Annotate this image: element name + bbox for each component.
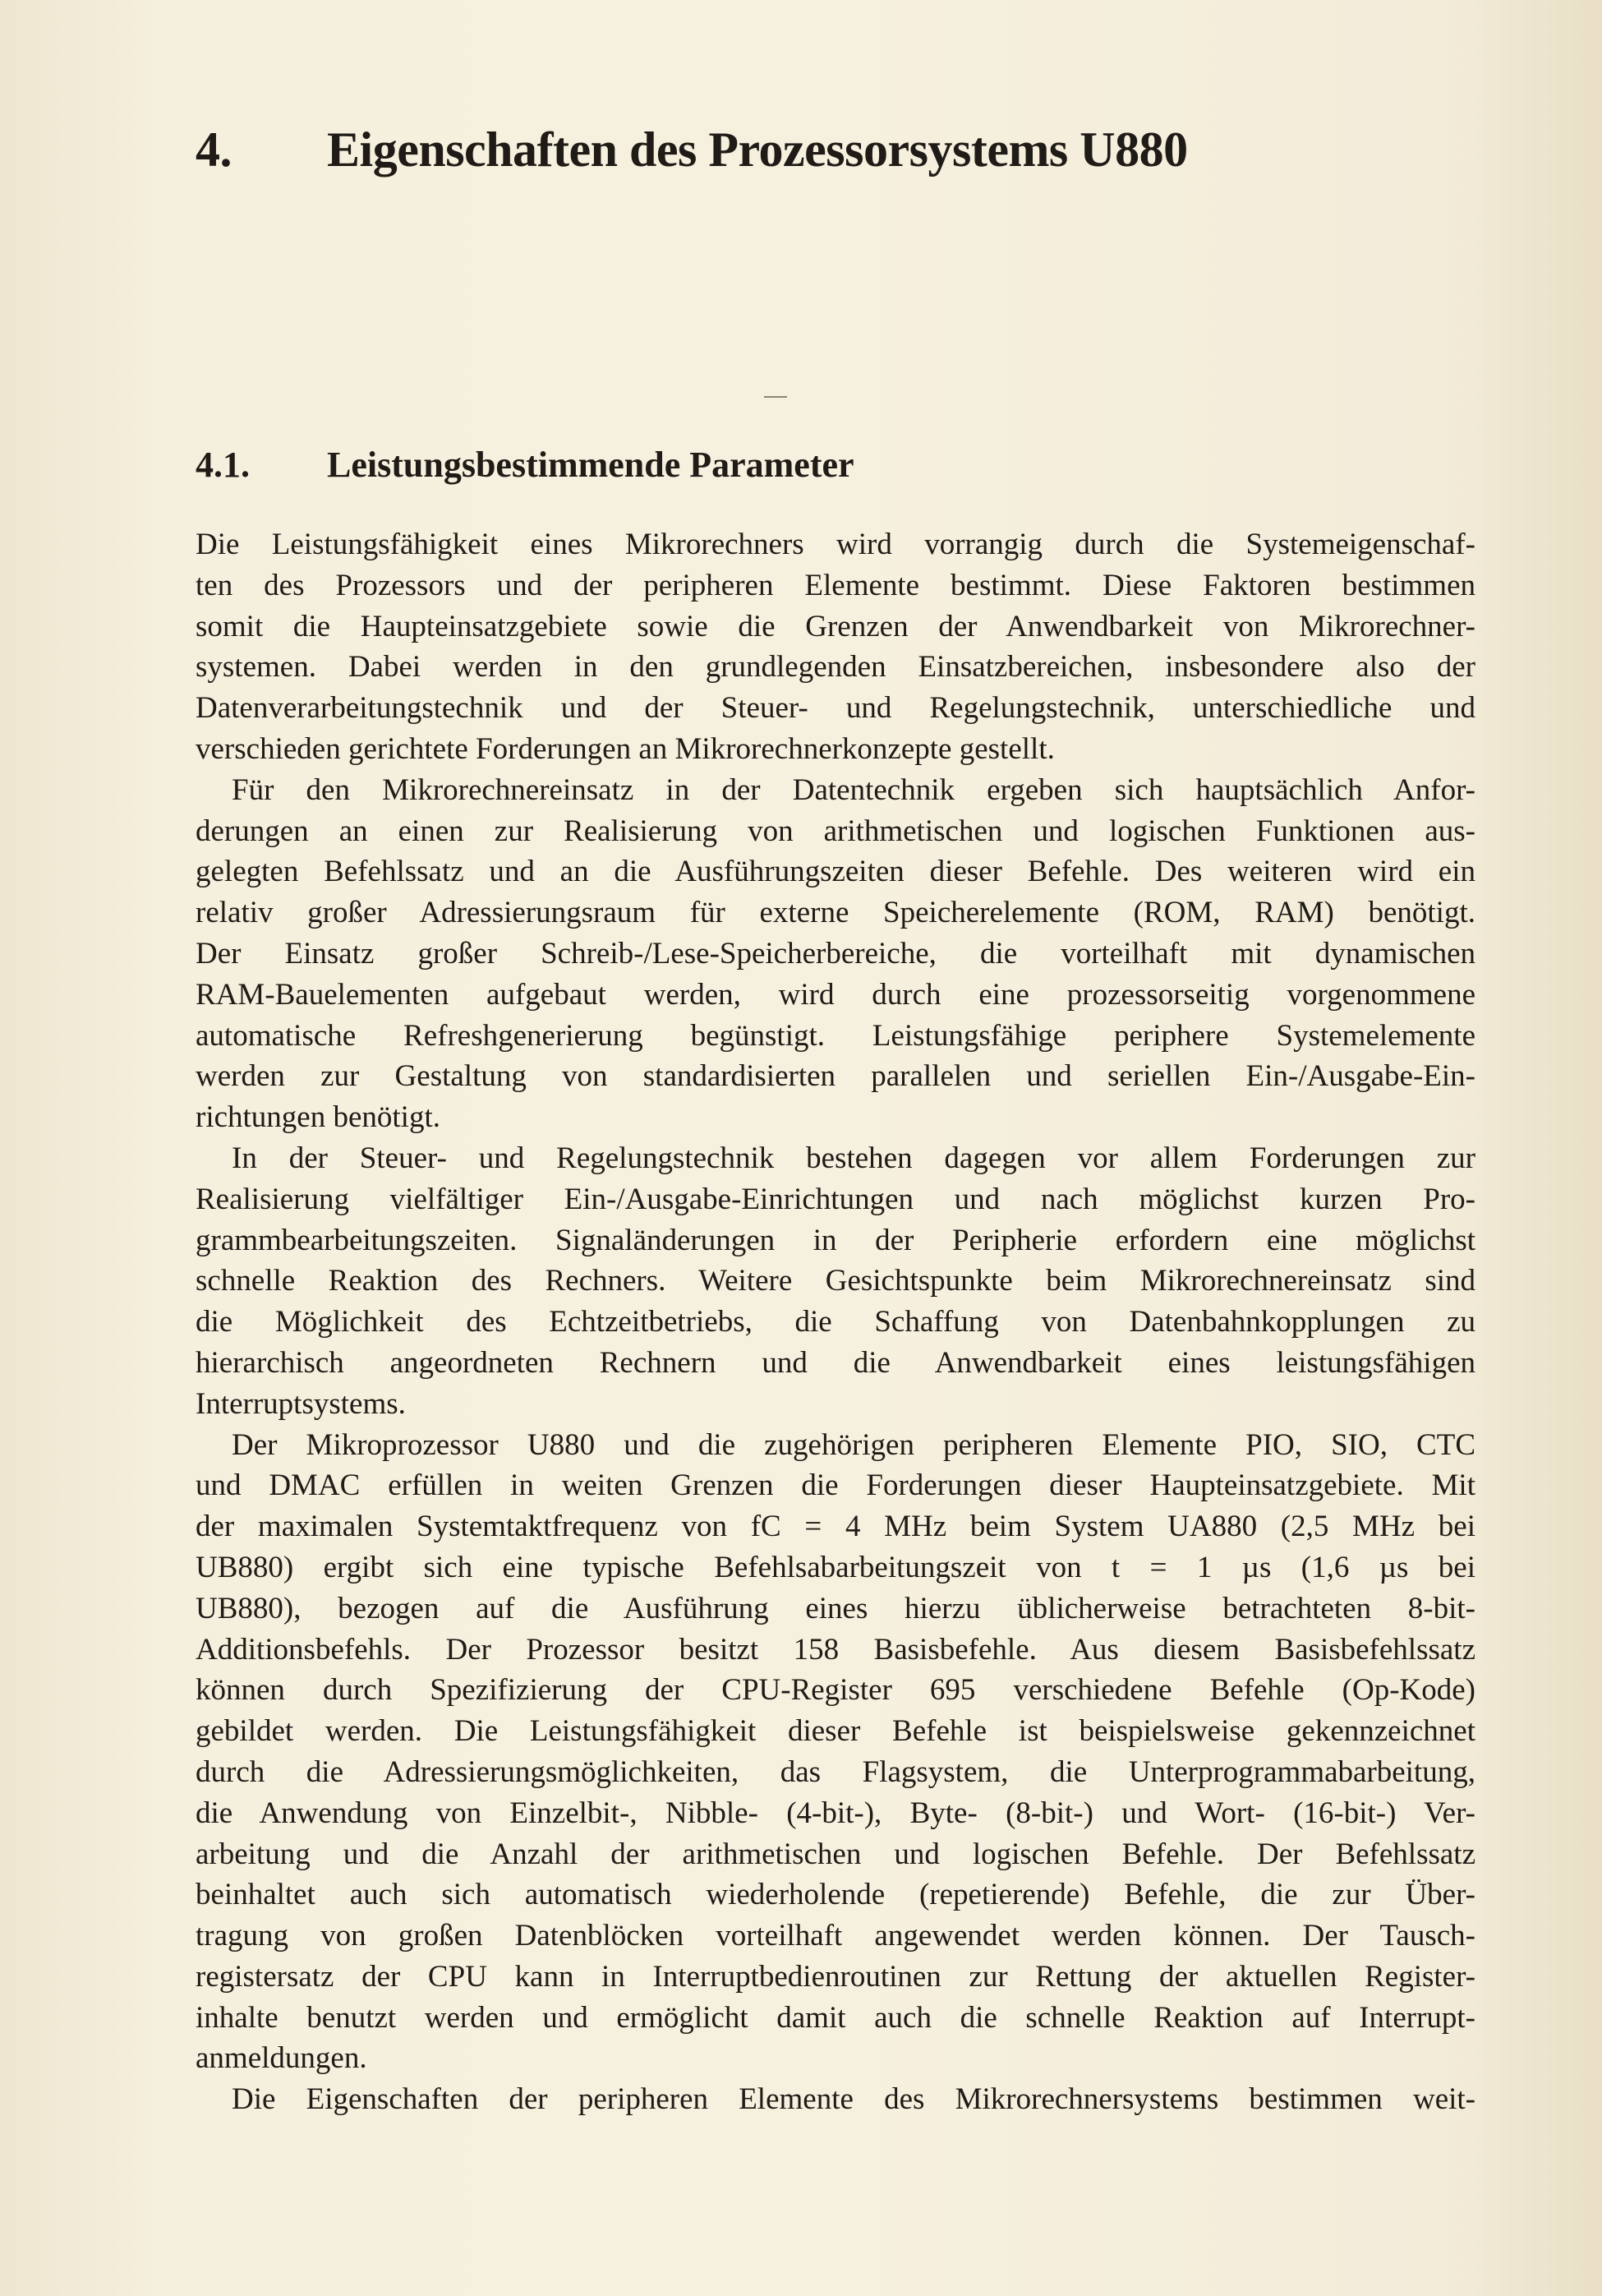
text-line: gebildet werden. Die Leistungsfähigkeit dieser Befehle ist beispielsweise gekennzeichnet — [196, 1714, 1475, 1749]
text-line: Der Mikroprozessor U880 und die zugehörigen peripheren Elemente PIO, SIO, CTC — [232, 1427, 1475, 1462]
text-line: UB880), bezogen auf die Ausführung eines hierzu üblicherweise betrachteten 8-bit- — [196, 1591, 1475, 1625]
text-line: In der Steuer- und Regelungstechnik bestehen dagegen vor allem Forderungen zur — [232, 1141, 1475, 1175]
text-line: richtungen benötigt. — [196, 1100, 440, 1135]
text-line: somit die Haupteinsatzgebiete sowie die Grenzen der Anwendbarkeit von Mikrorechner- — [196, 609, 1475, 643]
text-line: Der Einsatz großer Schreib-/Lese-Speicherbereiche, die vorteilhaft mit dynamischen — [196, 936, 1475, 970]
stray-dash-mark — [764, 396, 787, 398]
text-line: ten des Prozessors und der peripheren Elemente bestimmt. Diese Faktoren bestimmen — [196, 568, 1475, 602]
text-line: Die Eigenschaften der peripheren Elemente des Mikrorechnersystems bestimmen weit- — [232, 2082, 1475, 2117]
text-line: Die Leistungsfähigkeit eines Mikrorechners wird vorrangig durch die Systemeigenschaf- — [196, 528, 1475, 561]
text-line: automatische Refreshgenerierung begünstigt. Leistungsfähige periphere Systemelemente — [196, 1018, 1475, 1053]
text-line: derungen an einen zur Realisierung von arithmetischen und logischen Funktionen aus- — [196, 814, 1475, 848]
text-line: tragung von großen Datenblöcken vorteilhaft angewendet werden können. Der Tausch- — [196, 1919, 1475, 1953]
text-line: inhalte benutzt werden und ermöglicht damit auch die schnelle Reaktion auf Interrupt- — [196, 2000, 1475, 2035]
text-line: durch die Adressierungsmöglichkeiten, das Flagsystem, die Unterprogrammabarbeitung, — [196, 1754, 1475, 1789]
text-line: Additionsbefehls. Der Prozessor besitzt 158 Basisbefehle. Aus diesem Basisbefehlssatz — [196, 1632, 1475, 1667]
text-line: die Möglichkeit des Echtzeitbetriebs, die Schaffung von Datenbahnkopplungen zu — [196, 1305, 1475, 1339]
chapter-title: Eigenschaften des Prozessorsystems U880 — [327, 122, 1188, 177]
text-line: der maximalen Systemtaktfrequenz von fC = 4 MHz beim System UA880 (2,5 MHz bei — [196, 1510, 1475, 1544]
text-line: schnelle Reaktion des Rechners. Weitere Gesichtspunkte beim Mikrorechnereinsatz sind — [196, 1264, 1475, 1298]
text-line: verschieden gerichtete Forderungen an Mikrorechnerkonzepte gestellt. — [196, 731, 1055, 766]
text-line: die Anwendung von Einzelbit-, Nibble- (4-bit-), Byte- (8-bit-) und Wort- (16-bit-) Ver- — [196, 1796, 1475, 1830]
text-line: gelegten Befehlssatz und an die Ausführungszeiten dieser Befehle. Des weiteren wird ein — [196, 855, 1475, 889]
text-line: RAM-Bauelementen aufgebaut werden, wird durch eine prozessorseitig vorgenommene — [196, 977, 1475, 1012]
text-line: systemen. Dabei werden in den grundlegenden Einsatzbereichen, insbesondere also der — [196, 650, 1475, 685]
section-heading — [196, 444, 854, 486]
text-line: grammbearbeitungszeiten. Signaländerungen in der Peripherie erfordern eine möglichst — [196, 1223, 1475, 1257]
text-line: Interruptsystems. — [196, 1386, 406, 1421]
text-line: Für den Mikrorechnereinsatz in der Datentechnik ergeben sich hauptsächlich Anfor- — [232, 772, 1475, 807]
text-line: werden zur Gestaltung von standardisierten parallelen und seriellen Ein-/Ausgabe-Ein- — [196, 1059, 1475, 1094]
text-line: anmeldungen. — [196, 2041, 367, 2076]
text-line: UB880) ergibt sich eine typische Befehlsabarbeitungszeit von t = 1 µs (1,6 µs bei — [196, 1550, 1475, 1584]
chapter-heading — [196, 122, 1188, 178]
text-line: und DMAC erfüllen in weiten Grenzen die Forderungen dieser Haupteinsatzgebiete. Mit — [196, 1468, 1475, 1503]
section-number: 4.1. — [196, 445, 250, 485]
body-text — [196, 524, 1475, 2120]
text-line: Datenverarbeitungstechnik und der Steuer- und Regelungstechnik, unterschiedliche und — [196, 691, 1475, 726]
section-title: Leistungsbestimmende Parameter — [327, 445, 854, 485]
text-line: relativ großer Adressierungsraum für externe Speicherelemente (ROM, RAM) benötigt. — [196, 896, 1475, 930]
text-line: hierarchisch angeordneten Rechnern und die Anwendbarkeit eines leistungsfähigen — [196, 1345, 1475, 1380]
text-line: arbeitung und die Anzahl der arithmetischen und logischen Befehle. Der Befehlssatz — [196, 1837, 1475, 1871]
text-line: registersatz der CPU kann in Interruptbedienroutinen zur Rettung der aktuellen Register- — [196, 1959, 1475, 1994]
text-line: können durch Spezifizierung der CPU-Register 695 verschiedene Befehle (Op-Kode) — [196, 1673, 1475, 1708]
text-line: Realisierung vielfältiger Ein-/Ausgabe-Einrichtungen und nach möglichst kurzen Pro- — [196, 1182, 1475, 1216]
chapter-number: 4. — [196, 122, 232, 177]
text-line: beinhaltet auch sich automatisch wiederholende (repetierende) Befehle, die zur Über- — [196, 1878, 1475, 1912]
